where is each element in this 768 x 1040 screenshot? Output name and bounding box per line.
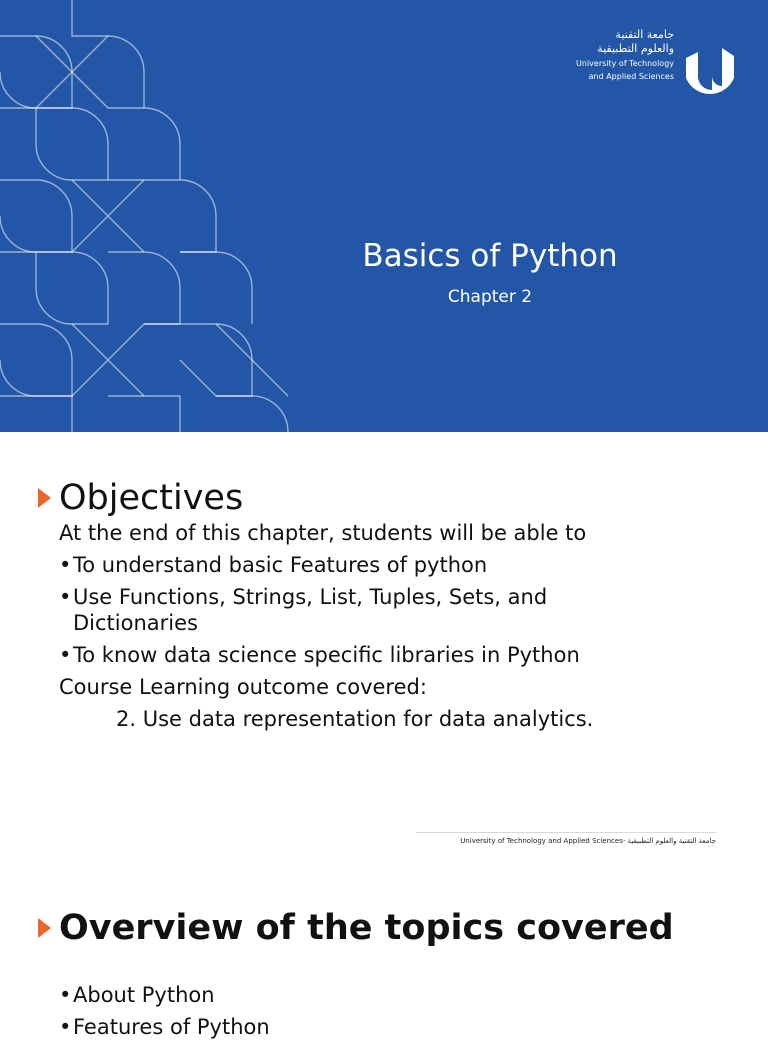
overview-list [59,982,748,1040]
overview-heading-row [38,906,674,950]
objectives-body [59,520,748,732]
overview-slide [0,864,768,1039]
overview-body [59,982,748,1040]
objectives-heading: Objectives [59,478,244,518]
logo-arabic-line2: والعلوم التطبيقية [597,42,674,55]
objectives-intro: At the end of this chapter, students will be able to [59,521,587,545]
logo-english-line1: University of Technology [576,59,674,68]
overview-heading: Overview of the topics covered [59,908,674,948]
outcome-label: Course Learning outcome covered: [59,675,427,699]
title-slide [0,0,768,432]
outcome-item: 2. Use data representation for data analytics. [116,707,594,731]
slide-footer: University of Technology and Applied Sciences- جامعة التقنية والعلوم التطبيقية [416,832,716,845]
objective-item: • To know data science specific libraries in Python [59,642,748,668]
orange-arrow-icon [38,918,51,938]
logo-mark-icon [682,28,738,104]
overview-item: • Features of Python [59,1014,748,1040]
deck-title: Basics of Python [362,238,618,274]
objective-item: • Use Functions, Strings, List, Tuples, Sets, and Dictionaries [59,584,593,636]
university-logo [576,28,738,104]
logo-english-line2: and Applied Sciences [588,72,674,81]
overview-item: • About Python [59,982,748,1008]
logo-text [576,28,674,82]
objectives-slide [0,432,768,864]
objective-item: • To understand basic Features of python [59,552,748,578]
deck-subtitle: Chapter 2 [447,287,533,307]
objectives-list [59,552,748,668]
logo-arabic-line1: جامعة التقنية [615,28,674,41]
objectives-heading-row [38,476,243,520]
orange-arrow-icon [38,488,51,508]
decorative-pattern [0,0,300,432]
